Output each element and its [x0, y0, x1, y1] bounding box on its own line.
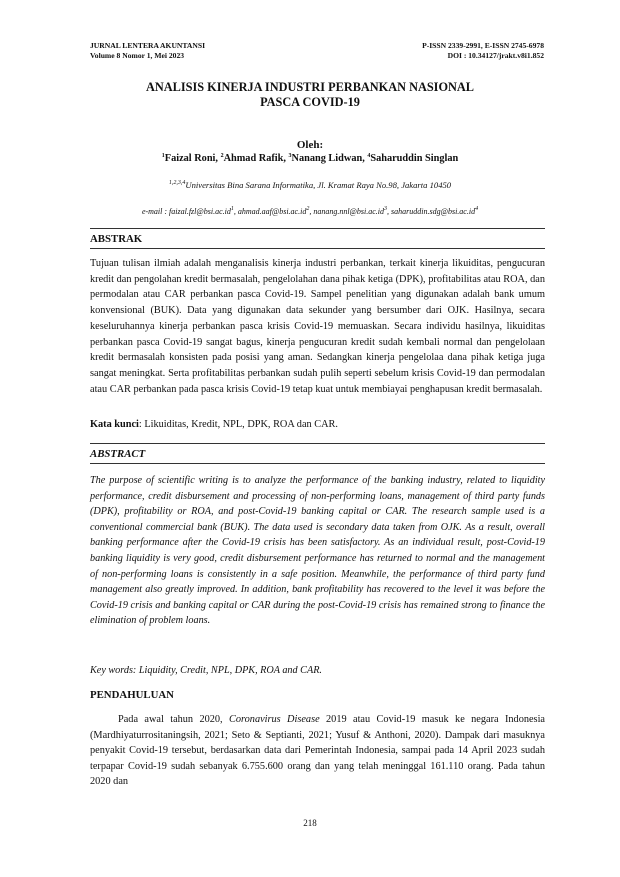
oleh-label: Oleh: — [296, 139, 324, 151]
abstract-body: The purpose of scientific writing is to analyze the performance of the banking industry, related to liquidity performance, credit disbursement and processing of non-performing loans, management of third party funds (DPK), profitability or ROA, and post-Covid-19 banking capital or CAR. The research sample used is a conventional commercial bank (BUK). The data used is secondary data taken from OJK. As a result, overall banking performance after the Covid-19 crisis has been satisfactory. As an individual result, post-Covid-19 banking liquidity is very good, credit disbursement performance has returned to normal and the management of non-performing loans is consistently in a safe position. Meanwhile, the performance of third party fund management also greatly improved. In addition, bank profitability has recovered to the level it was before the Covid-19 crisis and banking capital or CAR during the post-Covid-19 crisis has remained strong to finance the elimination of problem loans. — [90, 475, 545, 627]
affiliation-text: Universitas Bina Sarana Informatika, Jl. Kramat Raya No.98, Jakarta 10450 — [185, 180, 452, 190]
title-line-2: PASCA COVID-19 — [260, 94, 360, 109]
journal-header-right — [422, 41, 544, 61]
divider — [90, 228, 545, 229]
email-address[interactable]: ahmad.aaf@bsi.ac.id — [237, 207, 307, 216]
author: $^1$Faizal Roni, — [161, 153, 221, 164]
abstrak-heading: ABSTRAK — [90, 233, 143, 245]
affiliation — [70, 180, 550, 191]
divider — [90, 463, 545, 464]
email-address[interactable]: faizal.fzl@bsi.ac.id — [169, 207, 231, 216]
author: $^2$Ahmad Rafik, — [220, 153, 289, 164]
title-line-1: ANALISIS KINERJA INDUSTRI PERBANKAN NASIONAL — [146, 80, 474, 94]
email-address[interactable]: saharuddin.sdg@bsi.ac.id — [391, 207, 476, 216]
journal-volume: Volume 8 Nomor 1, Mei 2023 — [90, 51, 185, 60]
divider — [90, 443, 545, 444]
author-list — [70, 152, 550, 165]
kata-kunci-label: Kata kunci — [90, 419, 139, 430]
paper-title — [80, 80, 540, 109]
journal-header-left — [90, 41, 205, 61]
divider — [90, 248, 545, 249]
journal-name: JURNAL LENTERA AKUNTANSI — [90, 41, 206, 50]
kata-kunci-text: : Likuiditas, Kredit, NPL, DPK, ROA dan CAR. — [138, 419, 338, 430]
journal-doi: DOI : 10.34127/jrakt.v8i1.852 — [447, 51, 544, 60]
author: $^3$Nanang Lidwan, — [288, 153, 368, 164]
abstract-heading: ABSTRACT — [90, 448, 146, 460]
email-line: e-mail : $faizal.fzl@bsi.ac.id^1$, $ahmad.aaf@bsi.ac.id^2$, $nanang.nnl@bsi.ac.id^3$, $saharuddin.sdg@bsi.ac.id^4$ — [141, 206, 479, 216]
author: $^4$Saharuddin Singlan — [367, 153, 459, 164]
pendahuluan-heading: PENDAHULUAN — [90, 689, 174, 701]
abstrak-body: Tujuan tulisan ilmiah adalah menganalisis kinerja industri perbankan, terkait kinerja likuiditas, pengucuran kredit dan pengolahan kredit bermasalah, pengelolahan dana pihak ketiga (DPK), profitabilitas atau ROA, dan permodalan atau CAR perbankan pasca Covid-19. Sampel penelitian yang digunakan adalah bank umum konvensional (BUK). Data yang digunakan data sekunder yang bersumber dari OJK. Hasilnya, secara keseluruhannya kinerja perbankan pasca krisis Covid-19 memuaskan. Secara individu hasilnya, likuiditas perbankan pasca Covid-19 sangat bagus, kinerja pengucuran kredit sudah kembali normal dan pengelolaan kredit bermasalah konsisten pada posisi yang aman. Sedangkan kinerja pengelolaa dana pihak ketiga juga sangat meningkat. Serta profitabilitas perbankan sudah pulih seperti sebelum krisis Covid-19 dan permodalan atau CAR perbankan pada pasca krisis Covid-19 tetap kuat untuk membiayai penghapusan kredit bermasalah. — [90, 258, 545, 395]
email-address[interactable]: nanang.nnl@bsi.ac.id — [313, 207, 385, 216]
key-words: Key words: Liquidity, Credit, NPL, DPK, ROA and CAR. — [90, 665, 322, 676]
journal-issn: P-ISSN 2339-2991, E-ISSN 2745-6978 — [422, 41, 544, 50]
pendahuluan-paragraph: Pada awal tahun 2020, Coronavirus Disease 2019 atau Covid-19 masuk ke negara Indonesia (Mardhiyaturrositaningsih, 2021; Seto & Septianti, 2021; Yusuf & Anthoni, 2020). Dampak dari masuknya penyakit Covid-19 tersebut, berdasarkan data dari Pemerintah Indonesia, sampai pada 14 April 2023 sudah terpapar Covid-19 sudah sebanyak 6.755.600 orang dan yang telah meninggal 161.110 orang. Pada tahun 2020 dan — [90, 714, 545, 788]
page-number: 218 — [303, 818, 317, 828]
affiliation-sup: 1,2,3,4 — [168, 180, 186, 186]
kata-kunci — [90, 418, 545, 432]
